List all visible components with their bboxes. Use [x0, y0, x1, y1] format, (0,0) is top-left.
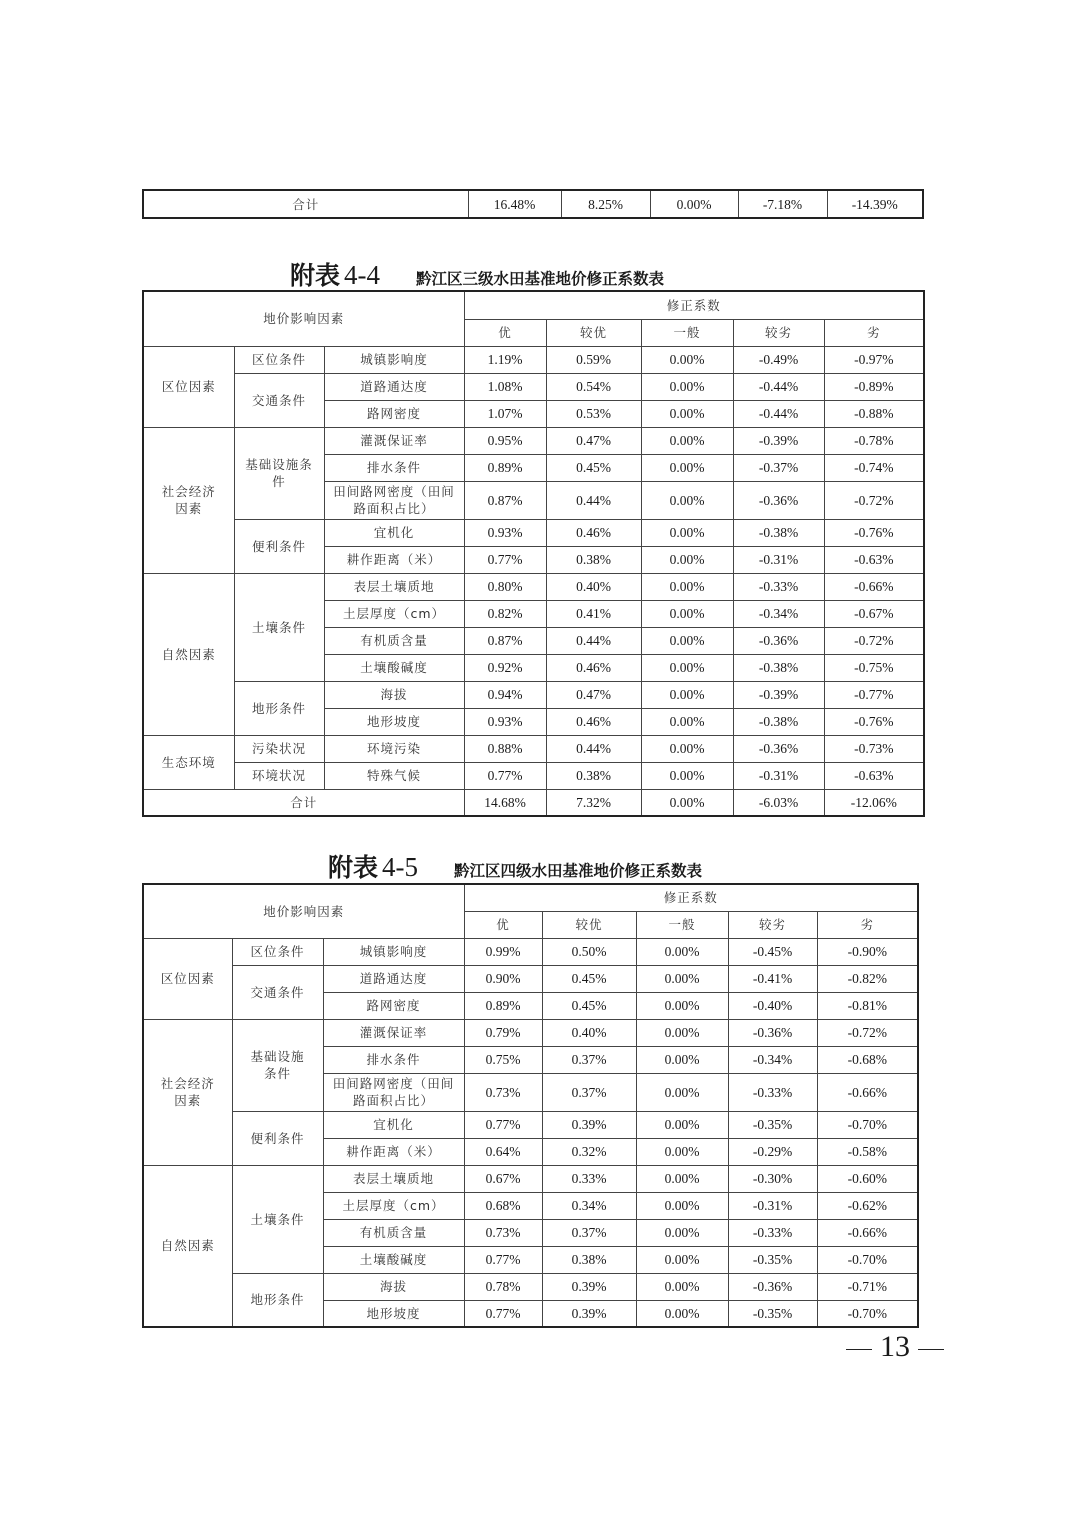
value-cell: -0.36% — [733, 481, 824, 519]
value-cell: 0.37% — [542, 1046, 636, 1073]
value-cell: -0.74% — [824, 454, 924, 481]
value-cell: -0.82% — [817, 965, 918, 992]
value-cell: 0.00% — [641, 681, 733, 708]
value-cell: 0.00% — [641, 654, 733, 681]
value-cell: 0.67% — [464, 1165, 542, 1192]
value-cell: 0.87% — [464, 627, 546, 654]
value-cell: -0.31% — [733, 546, 824, 573]
value-cell: -0.97% — [824, 346, 924, 373]
value-cell: 0.00% — [641, 546, 733, 573]
value-cell: -0.72% — [817, 1019, 918, 1046]
item-cell: 道路通达度 — [324, 373, 464, 400]
value-cell: 0.90% — [464, 965, 542, 992]
value-cell: 0.95% — [464, 427, 546, 454]
total-label: 合计 — [143, 190, 468, 218]
total-value: -7.18% — [738, 190, 827, 218]
value-cell: 0.37% — [542, 1219, 636, 1246]
item-cell: 有机质含量 — [323, 1219, 464, 1246]
value-cell: 0.77% — [464, 1111, 542, 1138]
total-value: -14.39% — [827, 190, 923, 218]
value-cell: 0.38% — [542, 1246, 636, 1273]
value-cell: 0.93% — [464, 519, 546, 546]
value-cell: -0.39% — [733, 427, 824, 454]
value-cell: 0.40% — [546, 573, 641, 600]
value-cell: 0.39% — [542, 1300, 636, 1327]
value-cell: 0.00% — [641, 373, 733, 400]
subgroup-cell: 交通条件 — [234, 373, 324, 427]
value-cell: 0.00% — [641, 400, 733, 427]
value-cell: -0.36% — [728, 1273, 817, 1300]
value-cell: -0.33% — [728, 1073, 817, 1111]
value-cell: -0.36% — [728, 1019, 817, 1046]
header-coefficient: 修正系数 — [464, 291, 924, 319]
subgroup-cell: 基础设施条件 — [234, 427, 324, 519]
value-cell: -0.45% — [728, 938, 817, 965]
item-cell: 有机质含量 — [324, 627, 464, 654]
value-cell: 1.07% — [464, 400, 546, 427]
item-cell: 宜机化 — [324, 519, 464, 546]
item-cell: 土层厚度（cm） — [324, 600, 464, 627]
group-cell: 区位因素 — [143, 346, 234, 427]
value-cell: -0.90% — [817, 938, 918, 965]
table-row — [143, 427, 924, 454]
title-name: 黔江区三级水田基准地价修正系数表 — [416, 270, 665, 288]
value-cell: -0.70% — [817, 1300, 918, 1327]
total-value: -6.03% — [733, 789, 824, 816]
value-cell: 0.00% — [636, 1192, 728, 1219]
value-cell: 0.45% — [542, 992, 636, 1019]
value-cell: 0.75% — [464, 1046, 542, 1073]
subgroup-cell: 便利条件 — [232, 1111, 323, 1165]
value-cell: 0.45% — [542, 965, 636, 992]
value-cell: 0.73% — [464, 1219, 542, 1246]
subgroup-cell: 地形条件 — [234, 681, 324, 735]
value-cell: 0.00% — [641, 481, 733, 519]
item-cell: 田间路网密度（田间路面积占比） — [323, 1073, 464, 1111]
value-cell: 0.50% — [542, 938, 636, 965]
value-cell: 0.40% — [542, 1019, 636, 1046]
item-cell: 城镇影响度 — [323, 938, 464, 965]
value-cell: -0.60% — [817, 1165, 918, 1192]
table-row — [143, 346, 924, 373]
value-cell: 0.53% — [546, 400, 641, 427]
item-cell: 土壤酸碱度 — [324, 654, 464, 681]
value-cell: -0.58% — [817, 1138, 918, 1165]
value-cell: -0.33% — [728, 1219, 817, 1246]
value-cell: 0.00% — [641, 762, 733, 789]
value-cell: 0.82% — [464, 600, 546, 627]
item-cell: 特殊气候 — [324, 762, 464, 789]
value-cell: -0.77% — [824, 681, 924, 708]
value-cell: 0.46% — [546, 654, 641, 681]
value-cell: -0.68% — [817, 1046, 918, 1073]
value-cell: 0.89% — [464, 992, 542, 1019]
value-cell: -0.76% — [824, 708, 924, 735]
table-row — [143, 1111, 918, 1138]
value-cell: -0.88% — [824, 400, 924, 427]
header-coefficient: 修正系数 — [464, 884, 918, 911]
group-cell: 区位因素 — [143, 938, 232, 1019]
value-cell: -0.41% — [728, 965, 817, 992]
group-cell: 自然因素 — [143, 1165, 232, 1327]
total-row — [143, 789, 924, 816]
table-row — [143, 519, 924, 546]
value-cell: 0.00% — [636, 938, 728, 965]
total-label: 合计 — [143, 789, 464, 816]
table-row — [143, 965, 918, 992]
item-cell: 土层厚度（cm） — [323, 1192, 464, 1219]
value-cell: 0.64% — [464, 1138, 542, 1165]
value-cell: 0.44% — [546, 481, 641, 519]
value-cell: 0.00% — [636, 1300, 728, 1327]
item-cell: 耕作距离（米） — [323, 1138, 464, 1165]
value-cell: 0.39% — [542, 1111, 636, 1138]
item-cell: 耕作距离（米） — [324, 546, 464, 573]
item-cell: 环境污染 — [324, 735, 464, 762]
value-cell: 0.47% — [546, 427, 641, 454]
value-cell: 0.77% — [464, 762, 546, 789]
value-cell: -0.66% — [824, 573, 924, 600]
table-row — [143, 762, 924, 789]
value-cell: -0.78% — [824, 427, 924, 454]
value-cell: 0.73% — [464, 1073, 542, 1111]
value-cell: 1.19% — [464, 346, 546, 373]
value-cell: -0.70% — [817, 1246, 918, 1273]
value-cell: -0.36% — [733, 735, 824, 762]
value-cell: -0.40% — [728, 992, 817, 1019]
value-cell: 0.00% — [636, 1219, 728, 1246]
item-cell: 路网密度 — [323, 992, 464, 1019]
value-cell: 0.78% — [464, 1273, 542, 1300]
value-cell: -0.67% — [824, 600, 924, 627]
subgroup-cell: 区位条件 — [232, 938, 323, 965]
value-cell: 0.00% — [641, 519, 733, 546]
title-code: 4-4 — [344, 260, 381, 290]
header-level: 较劣 — [728, 911, 817, 938]
item-cell: 城镇影响度 — [324, 346, 464, 373]
table-row — [143, 735, 924, 762]
value-cell: 0.38% — [546, 762, 641, 789]
value-cell: 0.47% — [546, 681, 641, 708]
item-cell: 宜机化 — [323, 1111, 464, 1138]
value-cell: 0.44% — [546, 627, 641, 654]
value-cell: -0.31% — [733, 762, 824, 789]
value-cell: -0.44% — [733, 400, 824, 427]
value-cell: -0.62% — [817, 1192, 918, 1219]
value-cell: 0.00% — [641, 600, 733, 627]
table-row — [143, 938, 918, 965]
value-cell: -0.30% — [728, 1165, 817, 1192]
subgroup-cell: 交通条件 — [232, 965, 323, 1019]
value-cell: 0.00% — [636, 1046, 728, 1073]
value-cell: -0.38% — [733, 519, 824, 546]
dash-decoration — [846, 1349, 872, 1350]
title-label: 附表 — [290, 261, 341, 290]
value-cell: -0.44% — [733, 373, 824, 400]
group-cell: 社会经济因素 — [143, 1019, 232, 1165]
header-level: 较劣 — [733, 319, 824, 346]
table-4-5 — [142, 883, 919, 1328]
previous-table-total — [142, 189, 924, 219]
header-level: 一般 — [636, 911, 728, 938]
value-cell: 0.00% — [636, 1246, 728, 1273]
value-cell: -0.38% — [733, 708, 824, 735]
value-cell: -0.66% — [817, 1073, 918, 1111]
value-cell: 0.00% — [636, 965, 728, 992]
value-cell: -0.35% — [728, 1300, 817, 1327]
value-cell: 0.88% — [464, 735, 546, 762]
subgroup-cell: 土壤条件 — [234, 573, 324, 681]
value-cell: 0.68% — [464, 1192, 542, 1219]
value-cell: 0.00% — [641, 454, 733, 481]
value-cell: 0.32% — [542, 1138, 636, 1165]
value-cell: 0.77% — [464, 1300, 542, 1327]
total-value: 16.48% — [468, 190, 561, 218]
value-cell: -0.38% — [733, 654, 824, 681]
value-cell: 0.00% — [641, 735, 733, 762]
value-cell: 0.94% — [464, 681, 546, 708]
value-cell: 0.44% — [546, 735, 641, 762]
value-cell: 0.00% — [641, 573, 733, 600]
item-cell: 灌溉保证率 — [323, 1019, 464, 1046]
page-number — [838, 1330, 952, 1364]
table-row — [143, 1273, 918, 1300]
value-cell: 0.39% — [542, 1273, 636, 1300]
item-cell: 表层土壤质地 — [324, 573, 464, 600]
item-cell: 排水条件 — [323, 1046, 464, 1073]
item-cell: 海拔 — [323, 1273, 464, 1300]
value-cell: -0.89% — [824, 373, 924, 400]
value-cell: 0.00% — [636, 1165, 728, 1192]
dash-decoration — [918, 1349, 944, 1350]
value-cell: 0.89% — [464, 454, 546, 481]
value-cell: 0.00% — [636, 1073, 728, 1111]
table-4-4 — [142, 290, 925, 817]
value-cell: -0.31% — [728, 1192, 817, 1219]
group-cell: 生态环境 — [143, 735, 234, 789]
subgroup-cell: 便利条件 — [234, 519, 324, 573]
value-cell: -0.39% — [733, 681, 824, 708]
value-cell: 0.00% — [636, 1111, 728, 1138]
value-cell: -0.81% — [817, 992, 918, 1019]
item-cell: 地形坡度 — [324, 708, 464, 735]
subgroup-cell: 区位条件 — [234, 346, 324, 373]
value-cell: 0.92% — [464, 654, 546, 681]
total-value: 8.25% — [561, 190, 650, 218]
value-cell: -0.36% — [733, 627, 824, 654]
value-cell: 0.00% — [641, 627, 733, 654]
page-number-text: 13 — [880, 1330, 910, 1363]
item-cell: 路网密度 — [324, 400, 464, 427]
header-level: 较优 — [546, 319, 641, 346]
value-cell: 0.00% — [636, 992, 728, 1019]
value-cell: -0.63% — [824, 762, 924, 789]
table-row — [143, 373, 924, 400]
total-value: 7.32% — [546, 789, 641, 816]
item-cell: 道路通达度 — [323, 965, 464, 992]
title-code: 4-5 — [382, 852, 419, 882]
table-4-5-title — [328, 848, 702, 884]
value-cell: 0.77% — [464, 1246, 542, 1273]
table-4-4-title — [290, 256, 664, 292]
subgroup-cell: 土壤条件 — [232, 1165, 323, 1273]
subgroup-cell: 地形条件 — [232, 1273, 323, 1327]
table-row — [143, 1019, 918, 1046]
value-cell: 0.00% — [641, 346, 733, 373]
value-cell: -0.76% — [824, 519, 924, 546]
value-cell: -0.75% — [824, 654, 924, 681]
subgroup-cell: 环境状况 — [234, 762, 324, 789]
value-cell: 0.00% — [636, 1273, 728, 1300]
value-cell: 0.41% — [546, 600, 641, 627]
header-level: 较优 — [542, 911, 636, 938]
value-cell: -0.72% — [824, 481, 924, 519]
value-cell: 0.00% — [636, 1019, 728, 1046]
title-label: 附表 — [328, 853, 379, 882]
item-cell: 田间路网密度（田间路面积占比） — [324, 481, 464, 519]
value-cell: -0.71% — [817, 1273, 918, 1300]
value-cell: 0.59% — [546, 346, 641, 373]
value-cell: -0.49% — [733, 346, 824, 373]
table-row — [143, 573, 924, 600]
header-level: 劣 — [817, 911, 918, 938]
item-cell: 排水条件 — [324, 454, 464, 481]
value-cell: 0.00% — [641, 427, 733, 454]
item-cell: 土壤酸碱度 — [323, 1246, 464, 1273]
item-cell: 表层土壤质地 — [323, 1165, 464, 1192]
header-level: 一般 — [641, 319, 733, 346]
header-level: 优 — [464, 911, 542, 938]
value-cell: 0.99% — [464, 938, 542, 965]
value-cell: -0.37% — [733, 454, 824, 481]
value-cell: 0.54% — [546, 373, 641, 400]
total-value: 0.00% — [650, 190, 738, 218]
value-cell: -0.66% — [817, 1219, 918, 1246]
value-cell: -0.72% — [824, 627, 924, 654]
value-cell: 1.08% — [464, 373, 546, 400]
item-cell: 海拔 — [324, 681, 464, 708]
group-cell: 自然因素 — [143, 573, 234, 735]
header-factor: 地价影响因素 — [143, 291, 464, 346]
table-row — [143, 681, 924, 708]
value-cell: 0.93% — [464, 708, 546, 735]
header-level: 优 — [464, 319, 546, 346]
total-value: 14.68% — [464, 789, 546, 816]
value-cell: 0.77% — [464, 546, 546, 573]
value-cell: -0.35% — [728, 1111, 817, 1138]
item-cell: 地形坡度 — [323, 1300, 464, 1327]
value-cell: -0.29% — [728, 1138, 817, 1165]
value-cell: 0.34% — [542, 1192, 636, 1219]
value-cell: -0.34% — [728, 1046, 817, 1073]
value-cell: 0.80% — [464, 573, 546, 600]
value-cell: 0.79% — [464, 1019, 542, 1046]
value-cell: 0.33% — [542, 1165, 636, 1192]
header-level: 劣 — [824, 319, 924, 346]
value-cell: -0.70% — [817, 1111, 918, 1138]
value-cell: -0.73% — [824, 735, 924, 762]
table-row — [143, 1165, 918, 1192]
value-cell: 0.38% — [546, 546, 641, 573]
item-cell: 灌溉保证率 — [324, 427, 464, 454]
total-value: 0.00% — [641, 789, 733, 816]
title-name: 黔江区四级水田基准地价修正系数表 — [454, 862, 703, 880]
header-factor: 地价影响因素 — [143, 884, 464, 938]
value-cell: 0.37% — [542, 1073, 636, 1111]
group-cell: 社会经济因素 — [143, 427, 234, 573]
subgroup-cell: 基础设施条件 — [232, 1019, 323, 1111]
value-cell: 0.45% — [546, 454, 641, 481]
value-cell: 0.46% — [546, 519, 641, 546]
value-cell: 0.46% — [546, 708, 641, 735]
value-cell: 0.00% — [636, 1138, 728, 1165]
subgroup-cell: 污染状况 — [234, 735, 324, 762]
value-cell: -0.63% — [824, 546, 924, 573]
value-cell: -0.33% — [733, 573, 824, 600]
value-cell: -0.34% — [733, 600, 824, 627]
value-cell: 0.87% — [464, 481, 546, 519]
total-value: -12.06% — [824, 789, 924, 816]
value-cell: 0.00% — [641, 708, 733, 735]
value-cell: -0.35% — [728, 1246, 817, 1273]
